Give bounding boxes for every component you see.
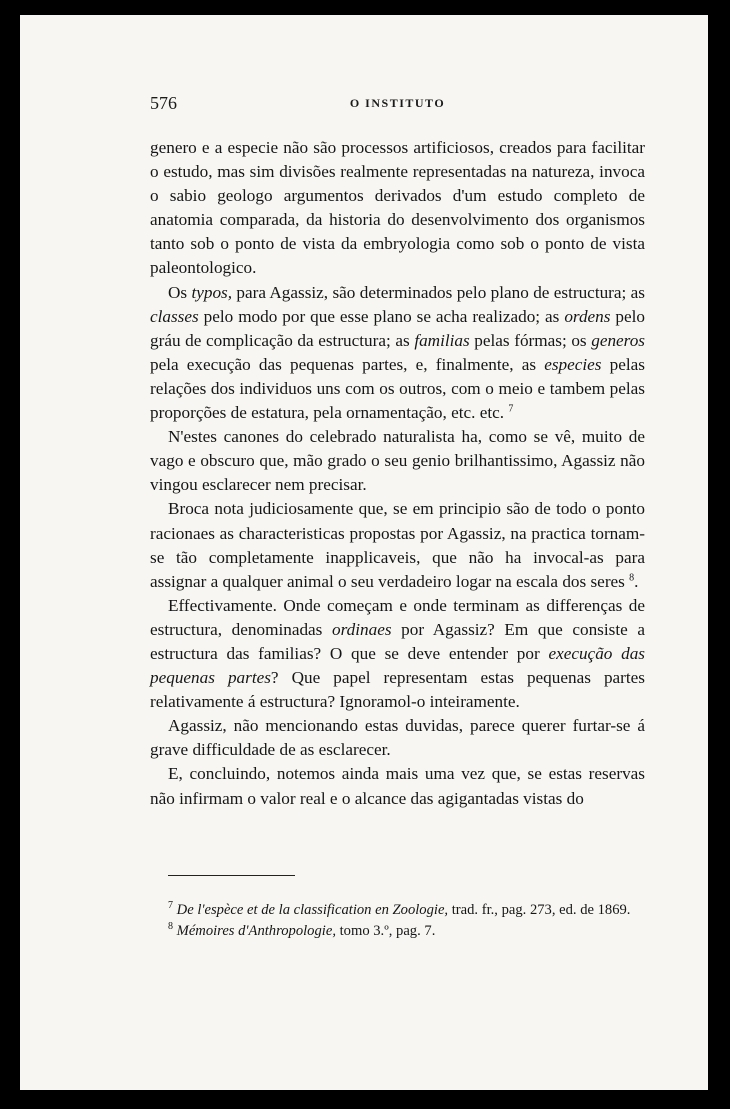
text-run: trad. fr., pag. 273, ed. de 1869.: [448, 902, 631, 918]
text-run: pelas relações dos individuos uns com os outros, com o meio e tambem pelas proporções de estatura, pela ornamentação, etc. etc.: [150, 354, 645, 423]
footnotes: [150, 900, 645, 942]
italic-term: ordinaes: [332, 619, 392, 639]
italic-term: execução das pequenas partes: [150, 643, 645, 688]
text-run: pelo gráu de complicação da estructura; as: [150, 306, 646, 350]
text-run: ? Que papel representam estas pequenas partes relativamente á estructura? Ignoramol-o inteiramente.: [150, 668, 645, 712]
running-title: O INSTITUTO: [349, 96, 446, 110]
text-run: por Agassiz? Em que consiste a estructura das familias? O que se deve entender por: [150, 619, 645, 663]
italic-term: Mémoires d'Anthropologie,: [176, 923, 336, 939]
text-run: Effectivamente. Onde começam e onde terminam as differenças de estructura, denominadas: [150, 595, 645, 639]
paragraph: [150, 762, 645, 810]
paragraph: [150, 425, 645, 497]
footnote-marker: 7: [508, 403, 514, 415]
italic-term: typos,: [191, 282, 233, 302]
text-run: tomo 3.º, pag. 7.: [335, 923, 436, 939]
footnote-marker: 7: [168, 900, 173, 912]
text-run: para Agassiz, são determinados pelo plano de estructura; as: [232, 282, 645, 302]
paragraph: [150, 594, 645, 714]
paragraph: [150, 281, 645, 426]
text-run: Agassiz, não mencionando estas duvidas, parece querer furtar-se á grave difficuldade de as esclarecer.: [150, 716, 645, 760]
footnote-marker: 8: [168, 921, 173, 933]
text-run: genero e a especie não são processos artificiosos, creados para facilitar o estudo, mas sim divisões realmente representadas na natureza, invoca o sabio geologo argumentos derivados d'um estudo completo de anatomia comparada, da historia do desenvolvimento dos organismos tanto sob o ponto de vista da embryologia como sob o ponto de vista paleontologico.: [150, 138, 645, 278]
italic-term: especies: [544, 354, 602, 374]
text-run: .: [634, 571, 639, 591]
book-page: [20, 15, 708, 1090]
body-text: [150, 136, 645, 811]
paragraph: [150, 136, 645, 281]
footnote-marker: 8: [629, 571, 635, 583]
text-run: E, concluindo, notemos ainda mais uma vez que, se estas reservas não infirmam o valor real e o alcance das agigantadas vistas do: [150, 764, 645, 808]
italic-term: familias: [414, 330, 470, 350]
paragraph: [150, 497, 645, 593]
page-number: 576: [150, 93, 177, 113]
italic-term: classes: [150, 306, 199, 326]
paragraph: [150, 714, 645, 762]
footnote: [150, 921, 645, 942]
text-run: pelas fórmas; os: [469, 330, 592, 350]
text-run: pela execução das pequenas partes, e, finalmente, as: [150, 354, 545, 374]
footnote-divider: [168, 875, 295, 876]
text-run: N'estes canones do celebrado naturalista ha, como se vê, muito de vago e obscuro que, mão grado o seu genio brilhantissimo, Agassiz não vingou esclarecer nem precisar.: [150, 427, 645, 495]
italic-term: generos: [591, 330, 645, 350]
footnote: [150, 900, 645, 921]
text-run: pelo modo por que esse plano se acha realizado; as: [198, 306, 565, 326]
text-run: Broca nota judiciosamente que, se em principio são de todo o ponto racionaes as characteristicas propostas por Agassiz, na practica tornam-se tão completamente inapplicaveis, que não ha invocal-as para assignar a qualquer animal o seu verdadeiro logar na escala dos seres: [150, 499, 645, 591]
italic-term: De l'espèce et de la classification en Zoologie,: [176, 902, 449, 918]
text-run: Os: [168, 282, 192, 302]
page-header: [150, 93, 645, 119]
italic-term: ordens: [564, 306, 611, 326]
